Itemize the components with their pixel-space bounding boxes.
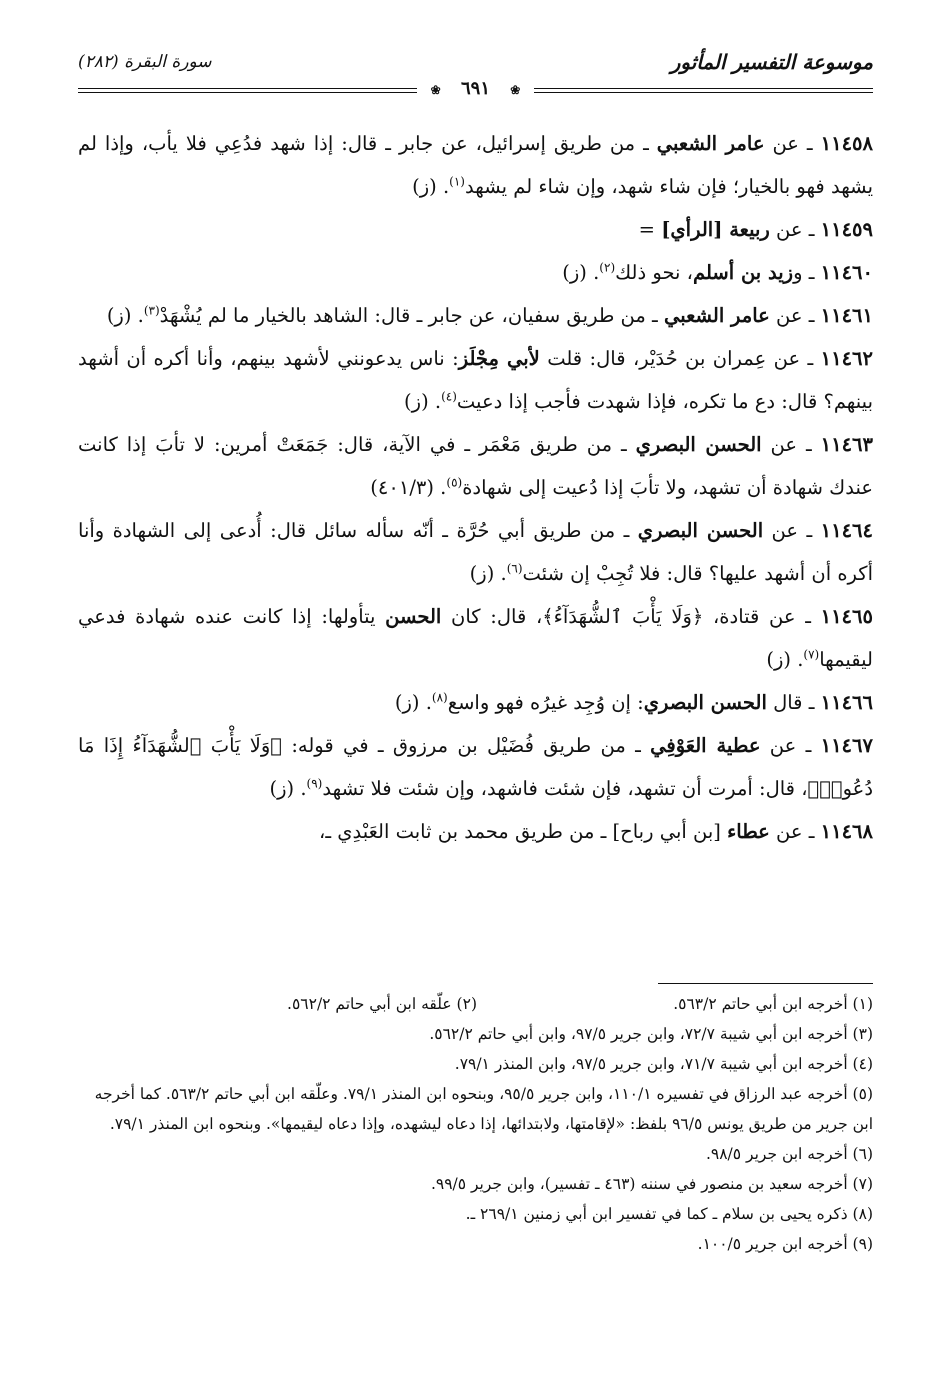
entry-text: ـ عن عِمران بن حُدَيْر، قال: قلت: [539, 347, 821, 370]
entry-text: ـ عن: [763, 519, 821, 542]
entry-number: ١١٤٦٦: [820, 691, 873, 714]
entry-text: ـ من طريق إسرائيل، عن جابر ـ قال: إذا شهد فدُعِي فلا يأب، وإذا لم يشهد فهو بالخيار؛ فإن شاء شهد، وإن شاء لم يشهد: [78, 132, 873, 198]
entry-number: ١١٤٦٠: [820, 261, 873, 284]
entry-text: ـ من طريق فُضَيْل بن مرزوق ـ في قوله: ﴿وَلَا يَأْبَ ٱلشُّهَدَآءُ إِذَا مَا دُعُوا۟﴾، قال: أمرت أن تشهد، فإن شئت فاشهد، وإن شئت فلا تشهد: [78, 734, 873, 800]
entry-ref: . (ز): [562, 261, 600, 284]
entry-text: ، نحو ذلك: [615, 261, 693, 284]
footnote-ref[interactable]: (٨): [431, 690, 448, 705]
entry-authority: الحسن: [385, 605, 442, 628]
entry-text: : إن وُجِد غيرُه فهو واسع: [447, 691, 644, 714]
entry-number: ١١٤٦٤: [820, 519, 873, 542]
main-text: [78, 122, 873, 853]
entry-authority: الحسن البصري: [637, 519, 764, 542]
entry-text: ـ عن: [761, 433, 821, 456]
entry-authority: ربيعة [الرأي]: [661, 218, 770, 241]
entry-text: ـ من طريق مَعْمَر ـ في الآية، قال: جَمَعَتْ أمرين: لا تأبَ إذا كانت عندك شهادة أن تشهد، ولا تأبَ إذا دُعيت إلى شهادة: [78, 433, 873, 499]
entry: [78, 122, 873, 208]
entry-authority: زيد بن أسلم: [692, 261, 794, 284]
entry-text: ـ عن قتادة، ﴿وَلَا يَأْبَ ٱلشُّهَدَآءُ﴾، قال: كان: [441, 605, 821, 628]
footnote: (٧) أخرجه سعيد بن منصور في سننه (٤٦٣ ـ تفسير)، وابن جرير ٩٩/٥.: [430, 1175, 873, 1193]
page-number: ٦٩١: [451, 78, 500, 99]
entry-text: ـ عن: [769, 820, 821, 843]
entry-text: يتأولها: إذا كانت عنده شهادة فدعي ليقيمها: [78, 605, 873, 671]
footnote: (٣) أخرجه ابن أبي شيبة ٧٢/٧، وابن جرير ٩٧/٥، وابن أبي حاتم ٥٦٢/٢.: [429, 1025, 873, 1043]
entry-text: [بن أبي رباح] ـ من طريق محمد بن ثابت العَبْدِي ـ،: [319, 820, 728, 843]
entry-text: ـ عن: [769, 304, 821, 327]
footnote-ref[interactable]: (٩): [306, 776, 323, 791]
entry: [78, 423, 873, 509]
entry-ref: . (ز): [766, 648, 804, 671]
entry-text: ـ عن: [760, 734, 821, 757]
entry-number: ١١٤٦٧: [820, 734, 873, 757]
entry: [78, 251, 873, 294]
entry-text: =: [638, 218, 662, 241]
entry-authority: عطية العَوْفِي: [650, 734, 761, 757]
entry-ref: . (ز): [469, 562, 507, 585]
entry: [78, 595, 873, 681]
entry: [78, 681, 873, 724]
surah-label: سورة البقرة (٢٨٢): [78, 52, 212, 72]
footnote-row: [78, 989, 873, 1019]
footnote: (٨) ذكره يحيى بن سلام ـ كما في تفسير ابن أبي زمنين ٢٦٩/١ ـ.: [465, 1205, 873, 1223]
entry-number: ١١٤٦٨: [820, 820, 873, 843]
entry-ref: . (٤٠١/٣): [370, 476, 447, 499]
footnote-ref[interactable]: (٥): [446, 475, 463, 490]
entry-number: ١١٤٦٢: [820, 347, 874, 370]
entry: [78, 294, 873, 337]
footnote: (٤) أخرجه ابن أبي شيبة ٧١/٧، وابن جرير ٩٧/٥، وابن المنذر ٧٩/١.: [454, 1055, 873, 1073]
book-title: موسوعة التفسير المأثور: [670, 50, 873, 74]
entry-number: ١١٤٦٥: [820, 605, 873, 628]
entry: [78, 337, 873, 423]
entry-authority: الحسن البصري: [643, 691, 767, 714]
footnote-ref[interactable]: (٧): [803, 647, 820, 662]
footnote: (٩) أخرجه ابن جرير ١٠٠/٥.: [697, 1235, 873, 1253]
entry: [78, 509, 873, 595]
entry-number: ١١٤٦٣: [820, 433, 873, 456]
entry: [78, 810, 873, 853]
entry-authority: عطاء: [727, 820, 770, 843]
footnote-ref[interactable]: (٢): [599, 260, 616, 275]
entry-authority: عامر الشعبي: [663, 304, 770, 327]
entry-ref: . (ز): [404, 390, 442, 413]
running-header: [78, 50, 873, 100]
entry: [78, 208, 873, 251]
entry-authority: لأبي مِجْلَز: [458, 347, 540, 370]
ornament-right-icon: ❀: [506, 83, 524, 97]
entry-text: ـ عن: [764, 132, 821, 155]
entry-text: ـ من طريق أبي حُرَّة ـ أنّه سأله سائل قال: أُدعى إلى الشهادة وأنا أكره أن أشهد عليها؟ قال: فلا تُجِبْ إن شئت: [78, 519, 873, 585]
entry-text: : ناس يدعونني لأشهد بينهم، وأنا أكره أن أشهد بينهم؟ قال: دع ما تكره، فإذا شهدت فأجب إذا دعيت: [78, 347, 873, 413]
entry-number: ١١٤٥٩: [820, 218, 873, 241]
entry-text: ـ عن: [769, 218, 821, 241]
page-number-box: [78, 78, 873, 99]
entry-text: ـ من طريق سفيان، عن جابر ـ قال: الشاهد بالخيار ما لم يُشْهَدْ: [159, 304, 664, 327]
entry-text: ـ و: [793, 261, 821, 284]
entry-authority: عامر الشعبي: [656, 132, 765, 155]
entry: [78, 724, 873, 810]
entry-number: ١١٤٦١: [820, 304, 873, 327]
footnote: (٥) أخرجه عبد الرزاق في تفسيره ١١٠/١، وابن جرير ٩٥/٥، وبنحوه ابن المنذر ٧٩/١. وعلّقه ابن أبي حاتم ٥٦٣/٢. كما أخرجه ابن جرير من طريق يونس ٩٦/٥ بلفظ: «لإقامتها، ولابتدائها، إذا دعاه ليشهده، وإذا دعاه ليقيمها». وبنحوه ابن المنذر ٧٩/١.: [94, 1085, 873, 1133]
entry-number: ١١٤٥٨: [820, 132, 873, 155]
footnote-ref[interactable]: (٣): [143, 303, 160, 318]
ornament-left-icon: ❀: [427, 83, 445, 97]
footnote: (١) أخرجه ابن أبي حاتم ٥٦٣/٢.: [673, 995, 873, 1013]
footnote: (٦) أخرجه ابن جرير ٩٨/٥.: [705, 1145, 873, 1163]
entry-ref: . (ز): [412, 175, 450, 198]
entry-text: ـ قال: [766, 691, 821, 714]
entry-ref: . (ز): [394, 691, 432, 714]
entry-authority: الحسن البصري: [635, 433, 762, 456]
entry-ref: . (ز): [106, 304, 144, 327]
footnote-divider: [658, 983, 873, 984]
footnote-ref[interactable]: (١): [449, 174, 465, 189]
footnote-ref[interactable]: (٦): [506, 561, 523, 576]
footnote-ref[interactable]: (٤): [441, 389, 457, 404]
entry-ref: . (ز): [269, 777, 307, 800]
footnotes: [78, 989, 873, 1259]
footnote: (٢) علّقه ابن أبي حاتم ٥٦٢/٢.: [287, 995, 477, 1013]
